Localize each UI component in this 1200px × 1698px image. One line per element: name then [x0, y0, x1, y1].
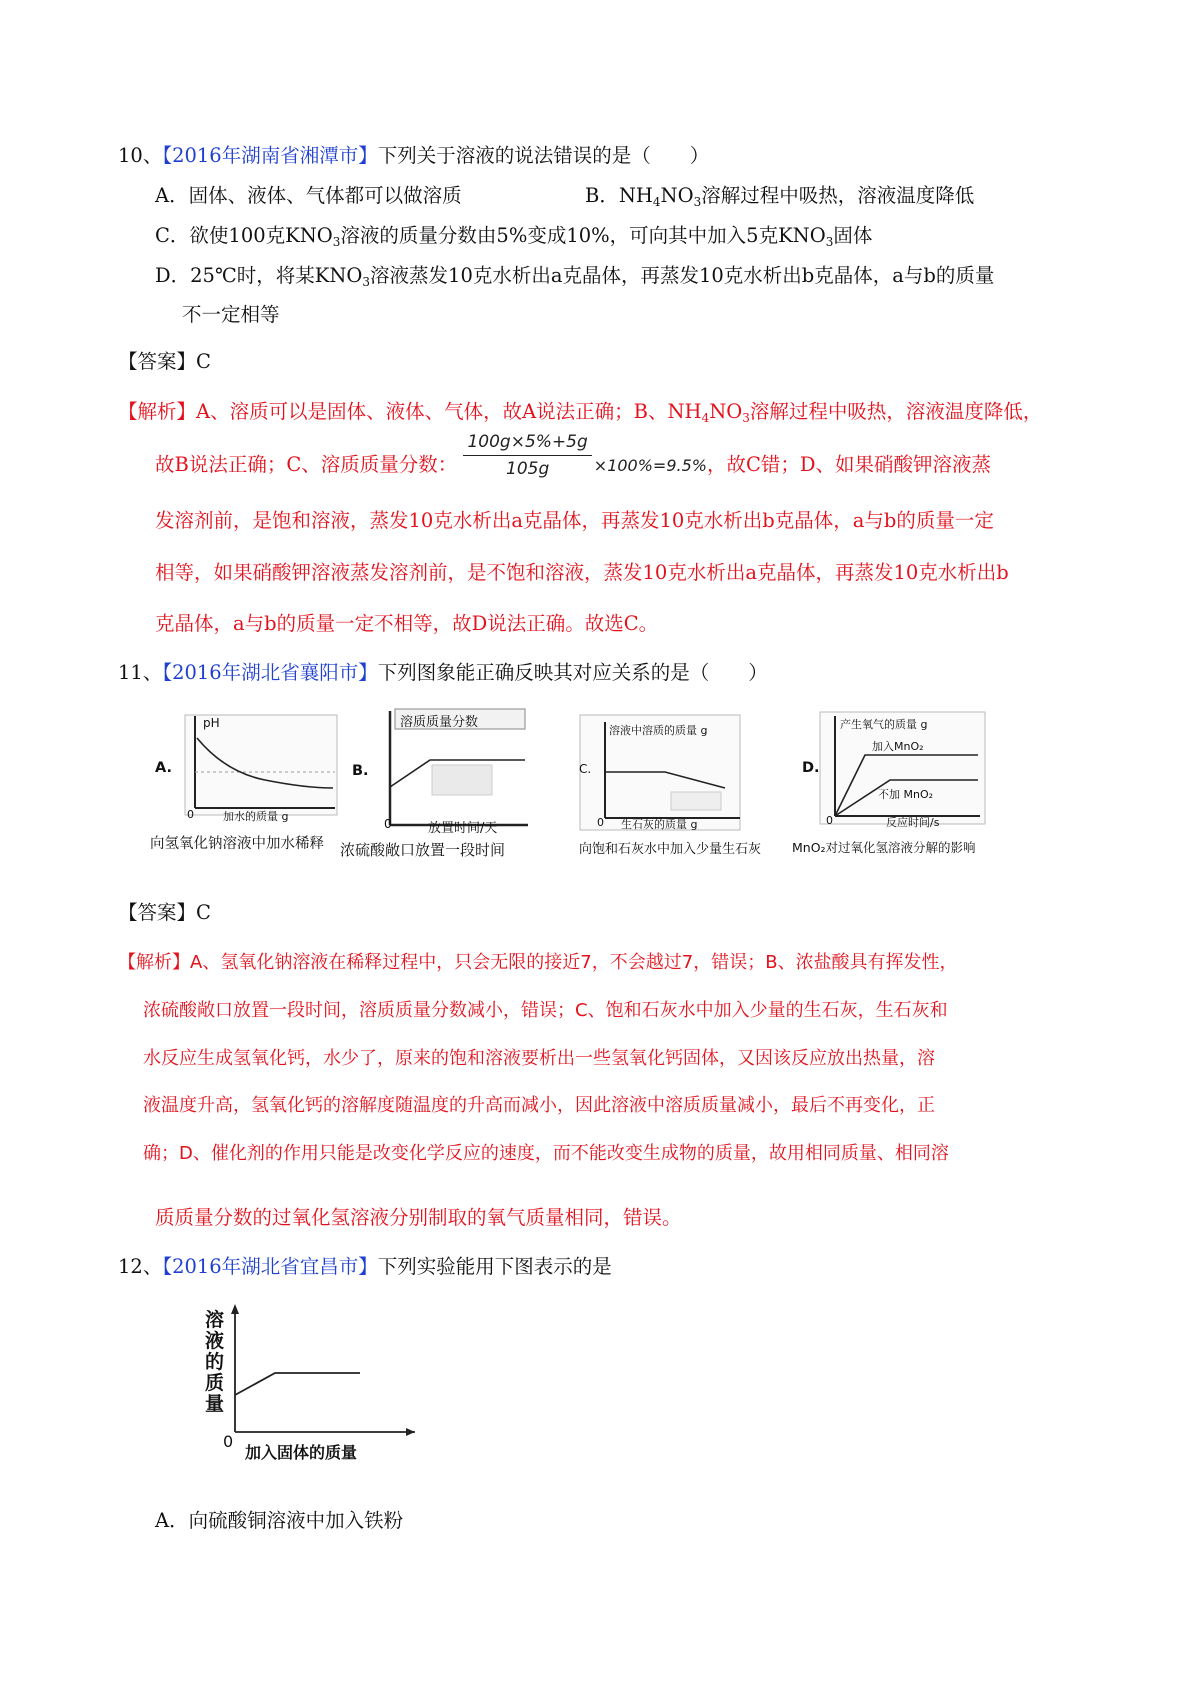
q10-explanation-line1: 【解析】A、溶质可以是固体、液体、气体，故A说法正确；B、$NH_4NO_3$溶解过程中吸热，溶液温度降低， [118, 400, 1043, 425]
figure-b-caption: 浓硫酸敞口放置一段时间 [340, 841, 506, 859]
q10-source-tag: 【2016年湖南省湘潭市】 [162, 144, 378, 167]
q10-answer: 【答案】C [118, 350, 211, 373]
q12-source-tag: 【2016年湖北省宜昌市】 [162, 1255, 378, 1278]
q10-stem: 下列关于溶液的说法错误的是（ ） [377, 144, 710, 167]
q11-stem: 下列图象能正确反映其对应关系的是（ ） [377, 661, 768, 684]
q11-answer: 【答案】C [118, 901, 211, 924]
q12-stem: 下列实验能用下图表示的是 [377, 1255, 612, 1278]
figure-d-caption: MnO₂对过氧化氢溶液分解的影响 [792, 840, 976, 855]
q11-figure-a: A. pH 0 加水的质量 g 向氢氧化钠溶液中加水稀释 [155, 710, 345, 850]
q11-explanation-line4: 液温度升高，氢氧化钙的溶解度随温度的升高而减小，因此溶液中溶质质量减小，最后不再变化，正 [143, 1095, 935, 1116]
q10-option-d-continued: 不一定相等 [182, 303, 280, 326]
q10-option-d: D．25℃时，将某$KNO_3$溶液蒸发10克水析出a克晶体，再蒸发10克水析出b克晶体，a与b的质量 [155, 264, 995, 289]
q10-number: 10、 [118, 144, 163, 167]
q11-figure-c: C. 溶液中溶质的质量 g 0 生石灰的质量 g 向饱和石灰水中加入少量生石灰 [575, 710, 775, 860]
mass-fraction-formula: $\frac{100g\times 5\%+5g}{105g}$ [463, 429, 591, 482]
q12-graph: 溶液的质量 0 加入固体的质量 [205, 1300, 425, 1470]
q10-option-b: B．$NH_4NO_3$溶解过程中吸热，溶液温度降低 [585, 184, 975, 209]
q10-explanation-line2: 故B说法正确；C、溶质质量分数： $\frac{100g\times 5\%+5g}{105g}$ ×100%=9.5%，故C错；D、如果硝酸钾溶液蒸 [155, 449, 991, 482]
q10-explanation-line5: 克晶体，a与b的质量一定不相等，故D说法正确。故选C。 [155, 612, 659, 635]
q11-figure-d: D. 产生氧气的质量 g 加入MnO₂ 不加 MnO₂ 0 反应时间/s MnO₂对过氧化氢溶液分解的影响 [800, 710, 1010, 860]
q11-explanation-line2: 浓硫酸敞口放置一段时间，溶质质量分数减小，错误；C、饱和石灰水中加入少量的生石灰，生石灰和 [143, 1000, 948, 1021]
q11-stem-line: 11、【2016年湖北省襄阳市】下列图象能正确反映其对应关系的是（ ） [118, 661, 768, 684]
q11-source-tag: 【2016年湖北省襄阳市】 [162, 661, 378, 684]
figure-c-caption: 向饱和石灰水中加入少量生石灰 [579, 842, 762, 857]
q11-explanation-line1: 【解析】A、氢氧化钠溶液在稀释过程中，只会无限的接近7，不会越过7，错误；B、浓盐酸具有挥发性， [118, 952, 958, 973]
q11-explanation-line3: 水反应生成氢氧化钙，水少了，原来的饱和溶液要析出一些氢氧化钙固体，又因该反应放出热量，溶 [143, 1048, 935, 1069]
q10-stem-line [118, 143, 709, 169]
q10-explanation-line3: 发溶剂前，是饱和溶液，蒸发10克水析出a克晶体，再蒸发10克水析出b克晶体，a与b的质量一定 [155, 509, 994, 532]
q12-stem-line: 12、【2016年湖北省宜昌市】下列实验能用下图表示的是 [118, 1255, 612, 1278]
q11-explanation-line5: 确；D、催化剂的作用只能是改变化学反应的速度，而不能改变生成物的质量，故用相同质量、相同溶 [143, 1143, 949, 1164]
q11-figure-b: B. 溶质质量分数 0 放置时间/天 浓硫酸敞口放置一段时间 [350, 705, 530, 860]
q10-explanation-line4: 相等，如果硝酸钾溶液蒸发溶剂前，是不饱和溶液，蒸发10克水析出a克晶体，再蒸发10克水析出b [155, 561, 1009, 584]
q10-option-a: A．固体、液体、气体都可以做溶质 [155, 184, 462, 207]
q12-option-a: A．向硫酸铜溶液中加入铁粉 [155, 1509, 404, 1532]
q10-option-c: C．欲使100克$KNO_3$溶液的质量分数由5%变成10%，可向其中加入5克$KNO_3$固体 [155, 224, 873, 249]
figure-a-caption: 向氢氧化钠溶液中加水稀释 [150, 836, 324, 852]
solution-mass-graph [205, 1300, 425, 1460]
q11-explanation-line6: 质质量分数的过氧化氢溶液分别制取的氧气质量相同，错误。 [155, 1206, 682, 1229]
